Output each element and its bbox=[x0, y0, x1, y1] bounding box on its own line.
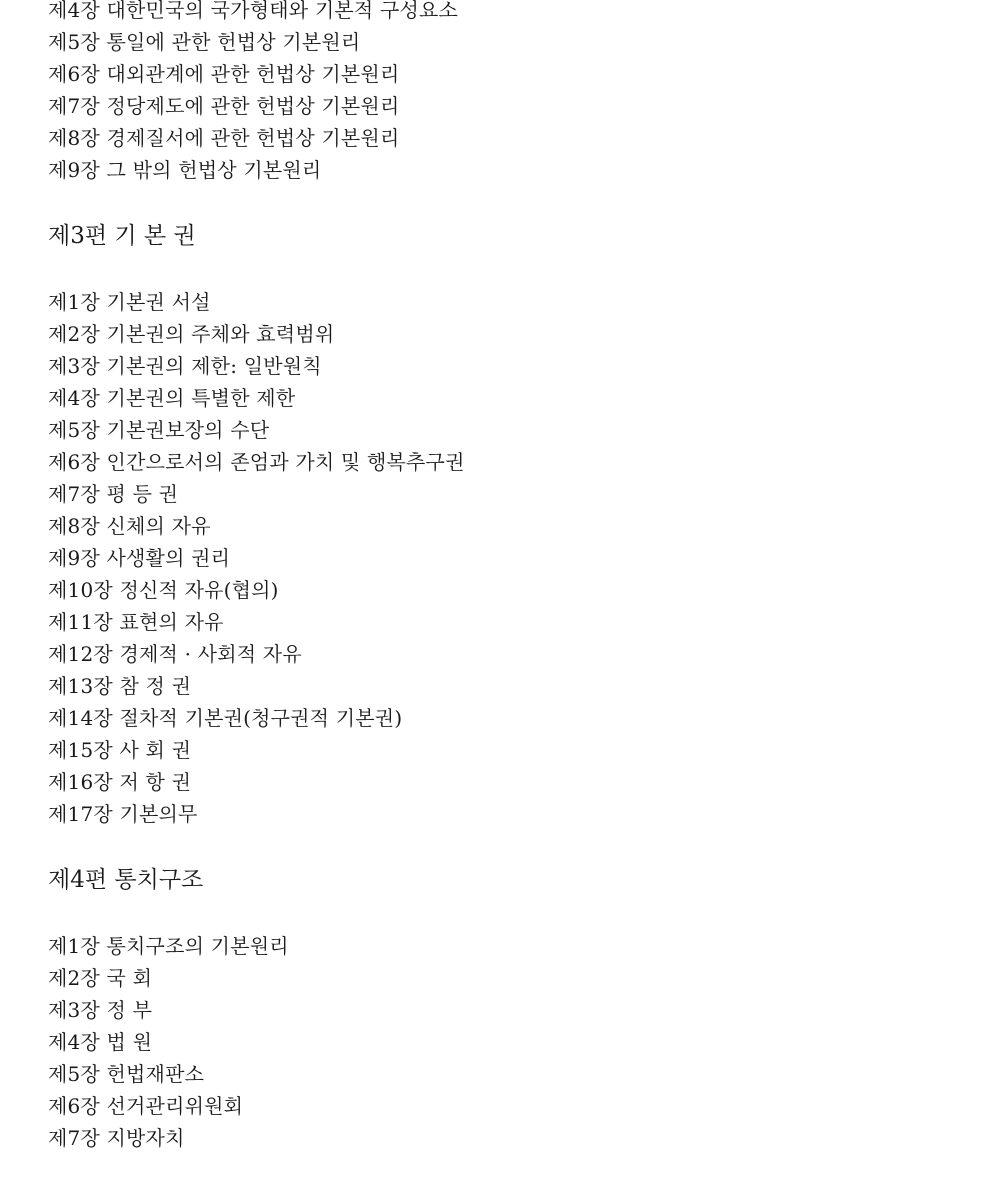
chapter-entry: 제4장 법 원 bbox=[48, 1030, 153, 1054]
chapter-entry: 제3장 기본권의 제한: 일반원칙 bbox=[48, 354, 322, 378]
part3-chapter-list bbox=[48, 286, 948, 830]
chapter-entry: 제2장 기본권의 주체와 효력범위 bbox=[48, 322, 335, 346]
chapter-entry: 제1장 통치구조의 기본원리 bbox=[48, 934, 289, 958]
chapter-entry: 제1장 기본권 서설 bbox=[48, 290, 211, 314]
chapter-entry: 제14장 절차적 기본권(청구권적 기본권) bbox=[48, 706, 403, 730]
chapter-entry: 제5장 기본권보장의 수단 bbox=[48, 418, 270, 442]
chapter-entry: 제5장 통일에 관한 헌법상 기본원리 bbox=[48, 30, 361, 54]
part2-chapter-list bbox=[48, 0, 948, 186]
chapter-entry: 제12장 경제적 · 사회적 자유 bbox=[48, 642, 302, 666]
chapter-entry: 제4장 대한민국의 국가형태와 기본적 구성요소 bbox=[48, 0, 459, 22]
chapter-entry: 제4장 기본권의 특별한 제한 bbox=[48, 386, 296, 410]
part4-chapter-list bbox=[48, 930, 948, 1154]
chapter-entry: 제9장 그 밖의 헌법상 기본원리 bbox=[48, 158, 322, 182]
chapter-entry: 제8장 경제질서에 관한 헌법상 기본원리 bbox=[48, 126, 400, 150]
chapter-entry: 제7장 평 등 권 bbox=[48, 482, 179, 506]
chapter-entry: 제6장 대외관계에 관한 헌법상 기본원리 bbox=[48, 62, 400, 86]
part4-title: 제4편 통치구조 bbox=[48, 867, 204, 893]
chapter-entry: 제6장 선거관리위원회 bbox=[48, 1094, 244, 1118]
chapter-entry: 제11장 표현의 자유 bbox=[48, 610, 224, 634]
chapter-entry: 제10장 정신적 자유(협의) bbox=[48, 578, 279, 602]
chapter-entry: 제7장 정당제도에 관한 헌법상 기본원리 bbox=[48, 94, 400, 118]
chapter-entry: 제7장 지방자치 bbox=[48, 1126, 185, 1150]
table-of-contents bbox=[48, 0, 948, 1154]
chapter-entry: 제15장 사 회 권 bbox=[48, 738, 192, 762]
chapter-entry: 제16장 저 항 권 bbox=[48, 770, 192, 794]
chapter-entry: 제13장 참 정 권 bbox=[48, 674, 192, 698]
chapter-entry: 제17장 기본의무 bbox=[48, 802, 198, 826]
chapter-entry: 제9장 사생활의 권리 bbox=[48, 546, 231, 570]
chapter-entry: 제5장 헌법재판소 bbox=[48, 1062, 205, 1086]
chapter-entry: 제6장 인간으로서의 존엄과 가치 및 행복추구권 bbox=[48, 450, 465, 474]
chapter-entry: 제2장 국 회 bbox=[48, 966, 153, 990]
chapter-entry: 제3장 정 부 bbox=[48, 998, 153, 1022]
chapter-entry: 제8장 신체의 자유 bbox=[48, 514, 211, 538]
part3-title: 제3편 기 본 권 bbox=[48, 223, 196, 249]
